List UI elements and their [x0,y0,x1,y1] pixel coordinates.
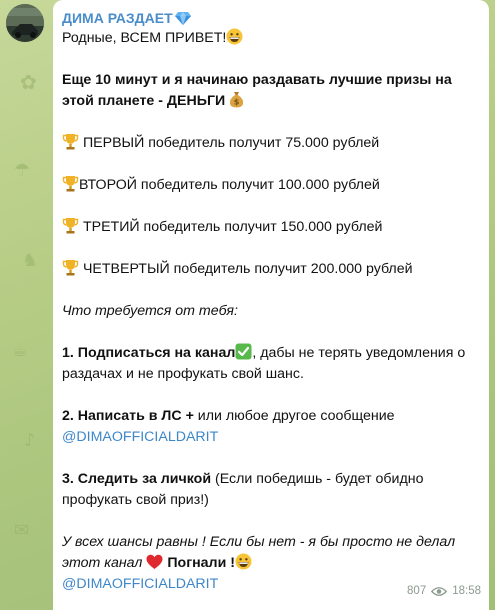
avatar[interactable] [6,4,44,42]
grinning-face-icon [235,553,252,570]
message-time: 18:58 [452,585,481,597]
trophy-icon [62,133,79,150]
closing-text: У всех шансы равны ! Если бы нет - я бы просто не делал этот канал [62,534,456,571]
prize-line-1 [62,133,479,154]
background-doodle: ☕ [12,340,29,361]
trophy-icon [62,175,79,192]
requirements-heading: Что требуется от тебя: [62,303,238,319]
sender-name[interactable] [62,8,479,28]
step-1-title: 1. Подписаться на канал [62,345,236,361]
background-doodle: ✿ [20,70,37,94]
background-doodle: ♞ [22,250,39,271]
trophy-icon [62,217,79,234]
prize-text-4: ЧЕТВЕРТЫЙ победитель получит 200.000 рублей [82,261,413,277]
message-meta [407,581,481,602]
svg-text:$: $ [233,97,240,107]
background-doodle: ☂ [14,160,31,181]
step-1 [62,343,479,385]
eye-icon [431,586,447,597]
diamond-icon [175,11,191,25]
step-2-title: 2. Написать в ЛС + [62,408,194,424]
step-3 [62,469,479,511]
prize-text-2: ВТОРОЙ победитель получит 100.000 рублей [79,177,380,193]
closing-bold: Погнали ! [167,555,235,571]
closing-line [62,532,479,574]
background-doodle: ♪ [24,430,36,451]
footer-link[interactable]: @DIMAOFFICIALDARIT [62,576,219,592]
red-heart-icon [146,554,163,570]
view-count: 807 [407,585,427,597]
message-bubble [53,0,489,610]
prize-text-1: ПЕРВЫЙ победитель получит 75.000 рублей [82,135,380,151]
trophy-icon [62,259,79,276]
step-3-title: 3. Следить за личкой [62,471,212,487]
grinning-face-icon [226,28,243,45]
background-doodle: ✉ [14,520,30,541]
greeting-line [62,28,479,49]
prize-text-3: ТРЕТИЙ победитель получит 150.000 рублей [82,219,383,235]
sender-label: ДИМА РАЗДАЕТ [62,10,173,26]
prize-line-2 [62,175,479,196]
step-1-text: , дабы не терять уведомления о раздачах и не профукать свой шанс. [62,345,466,382]
announce-text: Еще 10 минут и я начинаю раздавать лучшие призы на этой планете - ДЕНЬГИ [62,72,452,109]
channel-link[interactable]: @DIMAOFFICIALDARIT [62,429,219,445]
announce-line [62,70,479,112]
prize-line-3 [62,217,479,238]
prize-line-4 [62,259,479,280]
step-2-text: или любое другое сообщение [193,408,395,424]
greeting-text: Родные, ВСЕМ ПРИВЕТ! [62,30,227,46]
check-mark-icon [235,343,252,360]
money-bag-icon [229,91,244,108]
step-2 [62,406,479,448]
step-3-text: (Если победишь - будет обидно профукать свой приз!) [62,471,424,508]
